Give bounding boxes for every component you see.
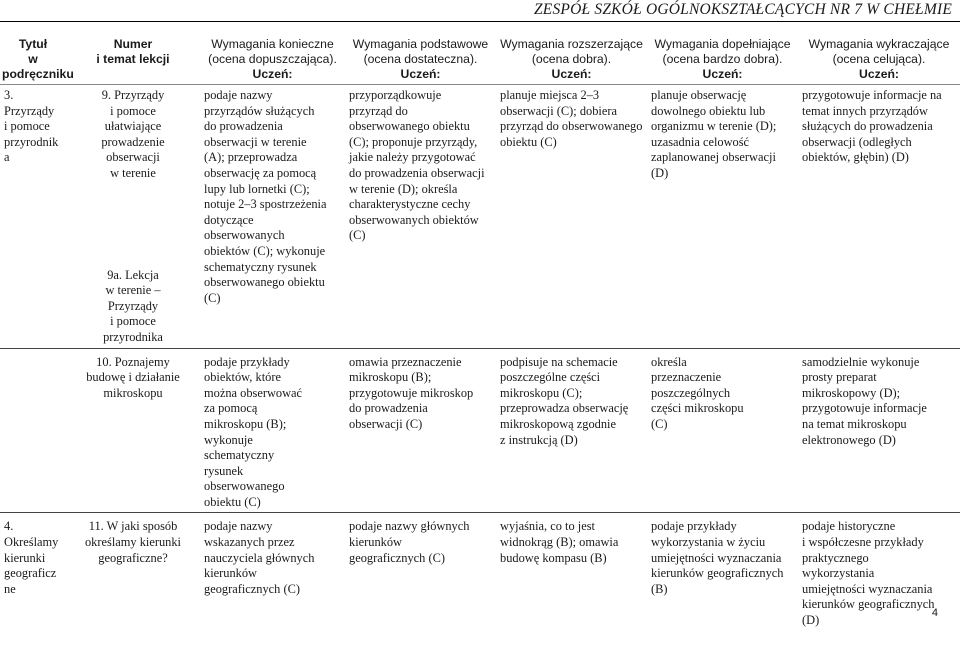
col-header-line: Wymagania wykraczające [808,37,950,51]
requirement-cell [345,85,496,349]
section-title-cell [0,513,66,661]
requirement-cell [496,348,647,513]
lesson-topic: 11. W jaki sposób określamy kierunki geograficzne? [84,519,181,565]
section-title: 4. Określamy kierunki geograficzne [4,519,59,596]
col-header-line: (ocena celująca). [832,52,926,66]
col-header-line: Wymagania dopełniające [654,37,791,51]
requirement-cell [345,513,496,661]
requirement-text: samodzielnie wykonuje prosty preparat mikroskopowy (D); przygotowuje informacje na temat mikroskopu elektronowego (D) [802,354,927,447]
document-header: ZESPÓŁ SZKÓŁ OGÓLNOKSZTAŁCĄCYCH NR 7 W CHEŁMIE [533,1,952,18]
requirement-cell [798,85,960,349]
requirements-table [0,32,960,661]
col-header-podstawowe [345,32,496,85]
col-header-rozszerzajace [496,32,647,85]
requirement-text: przygotowuje informacje na temat innych przyrządów służących do prowadzenia obserwacji (odległych obiektów, głębin) (D) [802,88,942,165]
lesson-topic: 9. Przyrządy i pomoce ułatwiające prowadzenie obserwacji w terenie [101,88,165,180]
requirement-text: wyjaśnia, co to jest widnokrąg (B); omawia budowę kompasu (B) [500,519,619,565]
col-header-line: (ocena dopuszczająca). [208,52,337,66]
lesson-topic: 10. Poznajemy budowę i działanie mikroskopu [86,354,180,400]
requirement-text: podaje przykłady obiektów, które można obserwować za pomocą mikroskopu (B); wykonuje schematyczny rysunek obserwowanego obiektu (C) [204,354,303,509]
section-title-cell [0,85,66,349]
col-header-line: Uczeń: [252,67,293,81]
lesson-cell [66,348,200,513]
col-header-dopelniajace [647,32,798,85]
requirement-cell [798,513,960,661]
requirement-text: omawia przeznaczenie mikroskopu (B); przygotowuje mikroskop do prowadzenia obserwacji (C) [349,354,474,431]
requirement-cell [798,348,960,513]
requirement-cell [200,348,345,513]
col-header-line: (ocena dostateczna). [363,52,478,66]
col-header-line: Uczeń: [702,67,743,81]
requirement-text: przyporządkowuje przyrząd do obserwowanego obiektu (C); proponuje przyrządy, jakie należy przygotować do prowadzenia obserwacji w terenie (D); określa charakterystyczne cechy obserwowanych obiektów (C) [349,88,485,243]
col-header-line: Wymagania podstawowe [352,37,489,51]
col-header-line: i temat lekcji [96,52,170,66]
requirement-text: podaje nazwy przyrządów służących do prowadzenia obserwacji w terenie (A); przeprowadza obserwację za pomocą lupy lub lornetki (C); notuje 2–3 spostrzeżenia dotyczące obserwowanych obiektów (C); wykonuje schematyczny rysunek obserwowanego obiektu (C) [204,88,327,305]
col-header-line: Uczeń: [551,67,592,81]
col-header-title [0,32,74,85]
table-row [0,513,960,661]
lesson-cell [66,85,200,349]
col-header-line: Wymagania rozszerzające [500,37,643,51]
requirement-cell [200,85,345,349]
lesson-cell [66,513,200,661]
requirement-text: określa przeznaczenie poszczególnych części mikroskopu (C) [651,354,744,431]
requirement-cell [647,85,798,349]
requirement-text: planuje obserwację dowolnego obiektu lub organizmu w terenie (D); uzasadnia celowość zaplanowanej obserwacji (D) [651,88,777,180]
header-rule [0,21,960,22]
col-header-line: Uczeń: [400,67,441,81]
table-row [0,348,960,513]
section-title-cell [0,348,66,513]
col-header-line: Numer [113,37,153,51]
requirement-text: planuje miejsca 2–3 obserwacji (C); dobiera przyrząd do obserwowanego obiektu (C) [500,88,643,149]
requirement-text: podpisuje na schemacie poszczególne części mikroskopu (C); przeprowadza obserwację mikroskopową zgodnie z instrukcją (D) [500,354,629,447]
requirement-text: podaje nazwy głównych kierunków geograficznych (C) [349,519,470,565]
requirement-cell [496,85,647,349]
col-header-wykraczajace [798,32,960,85]
lesson-topic: 9a. Lekcja w terenie – Przyrządy i pomoce przyrodnika [103,267,163,344]
requirement-cell [647,513,798,661]
requirement-text: podaje historyczne i współczesne przykłady praktycznego wykorzystania umiejętności wyznaczania kierunków geograficznych (D) [802,519,935,628]
section-title: 3. Przyrządy i pomoce przyrodnika [4,88,59,165]
requirement-cell [345,348,496,513]
table-row [0,85,960,349]
col-header-line: w podręczniku [2,52,74,81]
col-header-line: (ocena bardzo dobra). [662,52,783,66]
spacer [70,182,196,268]
header-row [0,32,960,85]
requirement-cell [647,348,798,513]
page-number: 4 [931,607,938,619]
requirement-text: podaje przykłady wykorzystania w życiu umiejętności wyznaczania kierunków geograficznych (B) [651,519,784,596]
col-header-konieczne [200,32,345,85]
col-header-lesson [66,32,200,85]
requirement-text: podaje nazwy wskazanych przez nauczyciela głównych kierunków geograficznych (C) [204,519,315,596]
col-header-line: (ocena dobra). [531,52,612,66]
requirement-cell [496,513,647,661]
requirement-cell [200,513,345,661]
col-header-line: Tytuł [18,37,48,51]
col-header-line: Uczeń: [859,67,899,81]
col-header-line: Wymagania konieczne [211,37,334,51]
